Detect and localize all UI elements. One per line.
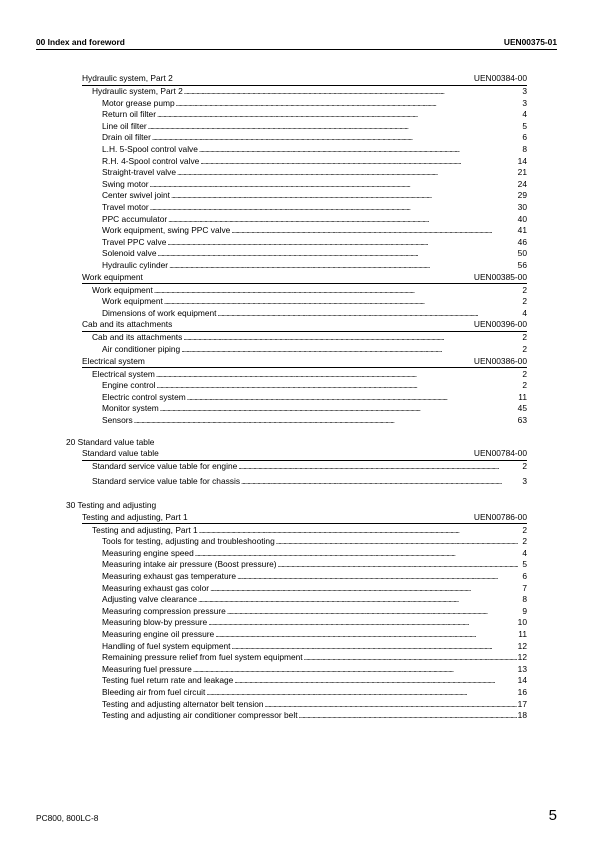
- footer-model: PC800, 800LC-8: [36, 813, 99, 823]
- toc-entry: [102, 547, 527, 559]
- toc-entry: [102, 651, 527, 663]
- toc-entry: [102, 535, 527, 547]
- page-header: [36, 37, 557, 49]
- header-document-code: UEN00375-01: [503, 37, 557, 47]
- toc-entry: [102, 698, 527, 710]
- toc-page-number: 12: [517, 652, 527, 663]
- toc-entry-title: 30 Testing and adjusting: [66, 500, 157, 510]
- toc-entry-title: Travel PPC valve: [102, 236, 167, 247]
- toc-entry: [102, 391, 527, 403]
- toc-entry: [102, 414, 527, 426]
- toc-entry: [102, 120, 527, 132]
- toc-entry: [102, 201, 527, 213]
- toc-document-code: UEN00784-00: [473, 448, 527, 459]
- toc-entry: [102, 247, 527, 259]
- toc-page-number: 2: [522, 332, 527, 343]
- toc-entry: [92, 475, 527, 487]
- toc-chapter: [66, 499, 527, 511]
- toc-entry-title: Bleeding air from fuel circuit: [102, 687, 206, 697]
- toc-page-number: 45: [517, 403, 527, 414]
- toc-entry-title: Measuring intake air pressure (Boost pressure): [102, 559, 277, 570]
- toc-entry: [102, 558, 527, 570]
- toc-entry-title: Standard value table: [82, 448, 159, 459]
- toc-page-number: 4: [522, 547, 527, 558]
- toc-document-code: UEN00385-00: [473, 271, 527, 282]
- toc-entry-title: Electrical system: [92, 368, 155, 379]
- toc-entry: [102, 224, 527, 236]
- toc-entry-title: 20 Standard value table: [66, 436, 155, 447]
- toc-page-number: 3: [522, 86, 527, 96]
- toc-entry-title: Measuring engine oil pressure: [102, 629, 215, 639]
- toc-page-number: 3: [522, 475, 527, 486]
- toc-section: [82, 72, 527, 84]
- toc-section: [82, 271, 527, 283]
- toc-entry: [102, 343, 527, 355]
- toc-entry-title: Swing motor: [102, 178, 149, 189]
- toc-entry-title: Remaining pressure relief from fuel system equipment: [102, 652, 303, 663]
- toc-entry-title: Sensors: [102, 415, 133, 425]
- toc-entry-title: Dimensions of work equipment: [102, 307, 217, 318]
- toc-entry-title: R.H. 4-Spool control valve: [102, 155, 200, 166]
- toc-page-number: 16: [517, 687, 527, 697]
- toc-entry: [102, 570, 527, 582]
- toc-document-code: UEN00386-00: [473, 355, 527, 366]
- toc-page-number: 46: [517, 236, 527, 247]
- toc-entry-title: Adjusting valve clearance: [102, 594, 197, 605]
- toc-entry-title: Measuring fuel pressure: [102, 663, 192, 674]
- toc-entry: [102, 379, 527, 391]
- toc-page-number: 2: [522, 284, 527, 295]
- page-number: 5: [548, 807, 557, 824]
- toc-page-number: 2: [522, 380, 527, 391]
- toc-entry: [102, 605, 527, 617]
- dot-leader: [238, 460, 518, 473]
- toc-entry-title: Hydraulic system, Part 2: [82, 73, 173, 83]
- toc-page-number: 6: [522, 571, 527, 581]
- toc-page-number: 10: [517, 617, 527, 628]
- toc-entry-title: Hydraulic system, Part 2: [92, 86, 183, 96]
- dot-leader: [241, 475, 518, 488]
- toc-page-number: 24: [517, 178, 527, 189]
- toc-entry-title: Work equipment: [102, 296, 163, 307]
- toc-page-number: 2: [522, 536, 527, 547]
- toc-entry: [102, 189, 527, 201]
- toc-page-number: 41: [517, 225, 527, 236]
- toc-entry-title: PPC accumulator: [102, 213, 168, 224]
- toc-entry: [102, 155, 527, 167]
- toc-entry-title: Measuring blow-by pressure: [102, 617, 208, 628]
- toc-entry-title: Work equipment, swing PPC valve: [102, 225, 231, 236]
- toc-entry-title: Motor grease pump: [102, 97, 175, 108]
- toc-entry-title: Center swivel joint: [102, 190, 170, 201]
- toc-entry-title: Measuring exhaust gas color: [102, 582, 210, 593]
- toc-entry: [102, 236, 527, 248]
- toc-entry-title: Standard service value table for engine: [92, 461, 238, 472]
- toc-page-number: 50: [517, 248, 527, 259]
- toc-entry-title: Testing and adjusting alternator belt tension: [102, 698, 264, 709]
- toc-entry: [102, 628, 527, 640]
- toc-entry-title: Testing and adjusting, Part 1: [82, 511, 188, 522]
- toc-entry-title: Return oil filter: [102, 109, 156, 120]
- toc-page-number: 2: [522, 524, 527, 535]
- toc-page-number: 8: [522, 594, 527, 605]
- toc-entry: [102, 259, 527, 271]
- toc-page-number: 8: [522, 144, 527, 154]
- toc-page-number: 6: [522, 132, 527, 143]
- toc-entry: [102, 108, 527, 120]
- toc-entry-title: Line oil filter: [102, 120, 147, 131]
- toc-entry: [102, 593, 527, 605]
- toc-page-number: 11: [518, 629, 527, 639]
- toc-section: [82, 355, 527, 367]
- toc-entry-title: Measuring engine speed: [102, 547, 194, 558]
- toc-page-number: 63: [517, 415, 527, 425]
- toc-entry-title: Electric control system: [102, 391, 186, 402]
- toc-entry: [102, 131, 527, 143]
- dot-leader: [134, 414, 517, 427]
- toc-entry: [92, 368, 527, 380]
- toc-entry: [102, 402, 527, 414]
- toc-entry-title: Monitor system: [102, 403, 159, 414]
- toc-page-number: 2: [522, 344, 527, 354]
- toc-entry-title: Handling of fuel system equipment: [102, 640, 231, 651]
- toc-chapter: [66, 436, 527, 448]
- toc-page-number: 9: [522, 605, 527, 616]
- toc-entry: [92, 331, 527, 343]
- toc-entry: [92, 284, 527, 296]
- toc-entry-title: Drain oil filter: [102, 132, 151, 143]
- toc-entry: [102, 307, 527, 319]
- toc-entry: [102, 582, 527, 594]
- toc-page-number: 17: [517, 698, 527, 709]
- toc-section: [82, 511, 527, 523]
- toc-entry-title: Cab and its attachments: [82, 319, 173, 330]
- toc-document-code: UEN00786-00: [473, 511, 527, 522]
- toc-entry: [92, 460, 527, 472]
- toc-entry-title: Testing and adjusting, Part 1: [92, 524, 198, 535]
- header-section-title: 00 Index and foreword: [36, 37, 125, 47]
- toc-entry-title: Cab and its attachments: [92, 332, 183, 343]
- toc-entry-title: Measuring exhaust gas temperature: [102, 571, 237, 581]
- toc-page-number: 2: [522, 461, 527, 472]
- toc-page-number: 2: [522, 368, 527, 379]
- toc-page-number: 5: [522, 559, 527, 570]
- toc-page-number: 4: [522, 307, 527, 318]
- toc-entry-title: Testing fuel return rate and leakage: [102, 675, 234, 686]
- toc-page-number: 3: [522, 97, 527, 108]
- toc-entry: [102, 97, 527, 109]
- toc-entry: [92, 524, 527, 536]
- toc-entry: [92, 85, 527, 97]
- toc-page-number: 2: [522, 296, 527, 307]
- toc-entry-title: Hydraulic cylinder: [102, 260, 169, 270]
- toc-entry-title: Air conditioner piping: [102, 344, 181, 354]
- toc-entry: [102, 640, 527, 652]
- toc-entry-title: Measuring compression pressure: [102, 605, 226, 616]
- toc-section: [82, 447, 527, 459]
- toc-entry: [102, 178, 527, 190]
- toc-entry: [102, 709, 527, 721]
- toc-page-number: 21: [517, 167, 527, 178]
- page-footer: [36, 807, 557, 830]
- toc-entry-title: Work equipment: [92, 284, 153, 295]
- toc-page-number: 56: [517, 260, 527, 270]
- toc-entry-title: Travel motor: [102, 202, 149, 212]
- toc-entry-title: Engine control: [102, 380, 156, 391]
- toc-entry-title: L.H. 5-Spool control valve: [102, 144, 198, 154]
- toc-entry-title: Straight-travel valve: [102, 167, 177, 178]
- toc-page-number: 4: [522, 109, 527, 120]
- toc-page-number: 11: [518, 391, 527, 402]
- toc-entry: [102, 674, 527, 686]
- toc-page-number: 30: [517, 202, 527, 212]
- toc-page-number: 13: [517, 663, 527, 674]
- toc-entry: [102, 143, 527, 155]
- toc-entry: [102, 295, 527, 307]
- toc-entry-title: Work equipment: [82, 271, 143, 282]
- toc-page-number: 12: [517, 640, 527, 651]
- toc-page-number: 40: [517, 213, 527, 224]
- toc-entry: [102, 166, 527, 178]
- toc-page-number: 14: [517, 675, 527, 686]
- toc-page-number: 14: [517, 155, 527, 166]
- toc-page-number: 7: [522, 582, 527, 593]
- toc-page-number: 29: [517, 190, 527, 201]
- toc-section: [82, 318, 527, 330]
- toc-entry: [102, 686, 527, 698]
- toc-entry-title: Electrical system: [82, 355, 145, 366]
- toc-page-number: 18: [517, 710, 527, 721]
- toc-entry: [102, 213, 527, 225]
- toc-entry: [102, 663, 527, 675]
- header-rule: [36, 49, 557, 50]
- toc-document-code: UEN00396-00: [473, 319, 527, 330]
- toc-entry-title: Tools for testing, adjusting and troubleshooting: [102, 536, 275, 547]
- toc-entry-title: Testing and adjusting air conditioner compressor belt: [102, 710, 298, 721]
- toc-entry: [102, 616, 527, 628]
- toc-entry-title: Standard service value table for chassis: [92, 475, 241, 486]
- toc-entry-title: Solenoid valve: [102, 248, 157, 259]
- toc-document-code: UEN00384-00: [473, 73, 527, 83]
- dot-leader: [299, 709, 517, 722]
- toc-page-number: 5: [522, 120, 527, 131]
